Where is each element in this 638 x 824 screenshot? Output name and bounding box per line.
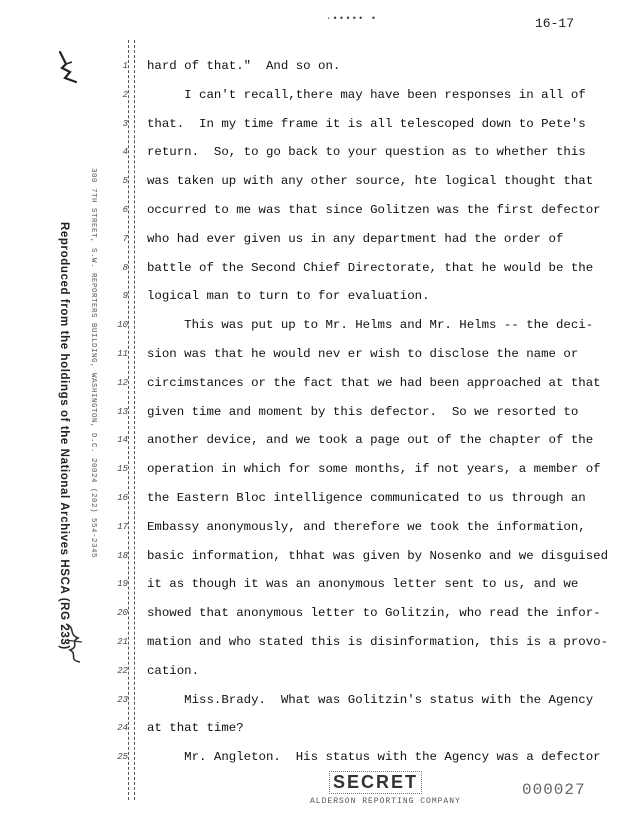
line-number: 12 xyxy=(117,377,128,388)
transcript-line: operation in which for some months, if not years, a member of xyxy=(147,462,601,477)
line-number: 21 xyxy=(117,637,128,647)
line-number: 2 xyxy=(122,89,128,100)
transcript-line: showed that anonymous letter to Golitzin, who read the infor- xyxy=(147,606,601,621)
document-number: 000027 xyxy=(522,781,586,799)
reporter-address: 300 7TH STREET, S.W. REPORTERS BUILDING, WASHINGTON, D.C. 20024 (202) 554-2345 xyxy=(89,168,97,559)
transcript-line: circimstances or the fact that we had been approached at that xyxy=(147,375,601,390)
transcript-line: hard of that." And so on. xyxy=(147,59,341,73)
line-number: 6 xyxy=(122,205,128,215)
header-smudge: ·••••• • xyxy=(326,14,378,24)
classification-stamp: SECRET xyxy=(330,772,421,793)
line-number: 25 xyxy=(117,752,128,763)
transcript-line: the Eastern Bloc intelligence communicated to us through an xyxy=(147,491,586,505)
transcript-line: was taken up with any other source, hte logical thought that xyxy=(147,174,594,189)
transcript-line: This was put up to Mr. Helms and Mr. Helms -- the deci- xyxy=(147,318,594,333)
transcript-line: given time and moment by this defector. So we resorted to xyxy=(147,404,579,419)
transcript-line: cation. xyxy=(147,663,200,678)
initials-mark xyxy=(62,620,86,666)
line-number: 17 xyxy=(117,521,128,532)
transcript-line: Mr. Angleton. His status with the Agency was a defector xyxy=(147,750,601,765)
archives-reproduction-note: Reproduced from the holdings of the National Archives HSCA (RG 233) xyxy=(58,222,70,650)
line-number: 9 xyxy=(122,291,128,302)
page-number: 16-17 xyxy=(535,16,575,31)
transcript-line: it as though it was an anonymous letter sent to us, and we xyxy=(147,577,579,592)
line-number: 19 xyxy=(117,579,128,590)
transcript-line: basic information, thhat was given by Nosenko and we disguised xyxy=(147,548,609,563)
line-number: 10 xyxy=(117,320,128,331)
reporting-company: ALDERSON REPORTING COMPANY xyxy=(310,797,461,806)
line-number: 13 xyxy=(117,406,128,417)
line-number: 14 xyxy=(117,435,128,446)
transcript-line: who had ever given us in any department had the order of xyxy=(147,231,564,246)
line-number: 20 xyxy=(117,608,128,619)
line-number: 24 xyxy=(117,723,128,734)
line-number: 18 xyxy=(117,550,128,561)
transcript-line: return. So, to go back to your question as to whether this xyxy=(147,145,586,160)
transcript-line: that. In my time frame it is all telescoped down to Pete's xyxy=(147,116,586,131)
transcript-line: Miss.Brady. What was Golitzin's status with the Agency xyxy=(147,692,594,707)
line-number: 3 xyxy=(122,118,128,129)
line-number: 7 xyxy=(122,233,128,244)
transcript-line: occurred to me was that since Golitzen was the first defector xyxy=(147,203,601,217)
margin-rule-outer xyxy=(128,40,129,800)
transcript-line: logical man to turn to for evaluation. xyxy=(147,289,430,304)
transcript-line: another device, and we took a page out of the chapter of the xyxy=(147,433,594,448)
line-number: 15 xyxy=(117,464,128,475)
line-number: 1 xyxy=(122,61,128,71)
line-number: 16 xyxy=(117,493,128,503)
transcript-line: Embassy anonymously, and therefore we took the information, xyxy=(147,519,586,534)
transcript-line: I can't recall,there may have been responses in all of xyxy=(147,87,586,102)
line-number: 5 xyxy=(122,176,128,187)
line-number: 8 xyxy=(122,262,128,273)
line-number: 23 xyxy=(117,694,128,705)
line-number: 22 xyxy=(117,665,128,676)
handwritten-mark xyxy=(56,50,82,84)
margin-rule-inner xyxy=(134,40,135,800)
transcript-line: battle of the Second Chief Directorate, that he would be the xyxy=(147,260,594,275)
transcript-line: at that time? xyxy=(147,721,244,736)
line-number: 11 xyxy=(117,349,128,359)
transcript-line: mation and who stated this is disinformation, this is a provo- xyxy=(147,635,609,649)
line-number: 4 xyxy=(122,147,128,158)
transcript-line: sion was that he would nev er wish to disclose the name or xyxy=(147,347,579,361)
